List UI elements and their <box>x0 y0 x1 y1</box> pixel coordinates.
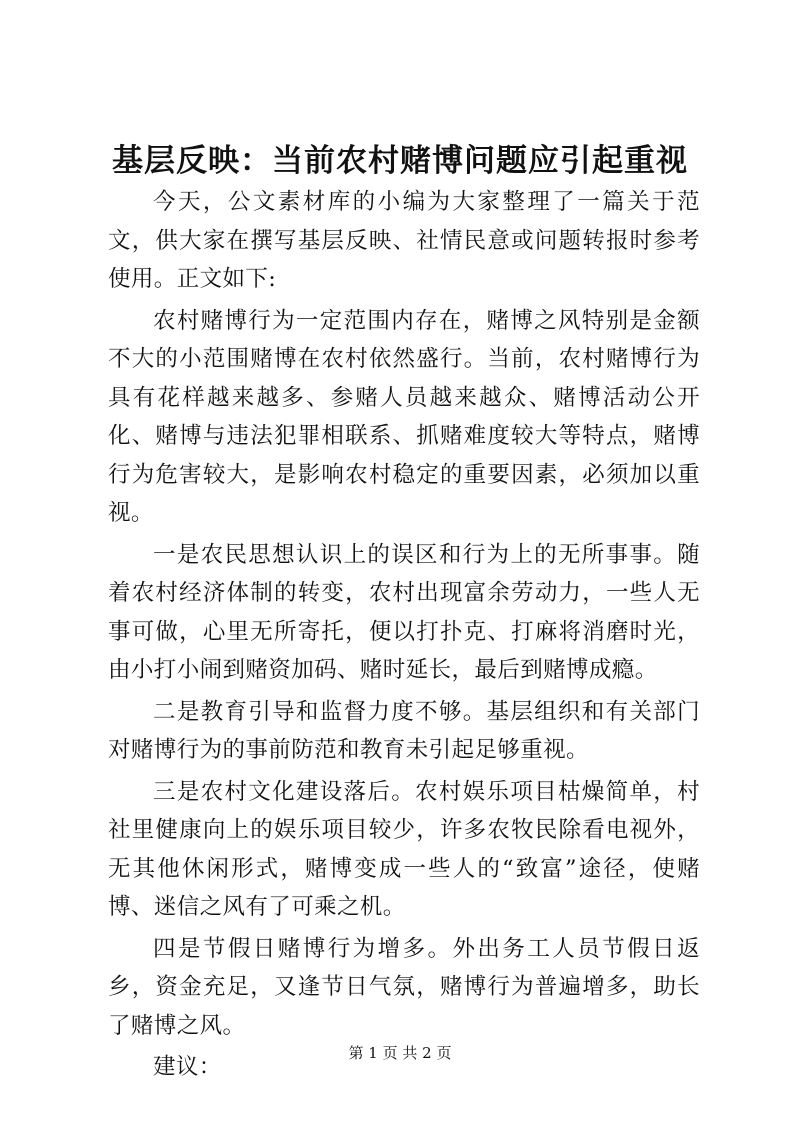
paragraph-reason-4: 四是节假日赌博行为增多。外出务工人员节假日返乡，资金充足，又逢节日气氛，赌博行为普遍增多，助长了赌博之风。 <box>108 935 700 1039</box>
paragraph-overview: 农村赌博行为一定范围内存在，赌博之风特别是金额不大的小范围赌博在农村依然盛行。当前，农村赌博行为具有花样越来越多、参赌人员越来越众、赌博活动公开化、赌博与违法犯罪相联系、抓赌难度较大等特点，赌博行为危害较大，是影响农村稳定的重要因素，必须加以重视。 <box>108 307 700 526</box>
document-title: 基层反映：当前农村赌博问题应引起重视 <box>112 143 688 179</box>
paragraph-reason-3: 三是农村文化建设落后。农村娱乐项目枯燥简单，村社里健康向上的娱乐项目较少，许多农牧民除看电视外，无其他休闲形式，赌博变成一些人的“致富”途径，使赌博、迷信之风有了可乘之机。 <box>108 778 700 920</box>
paragraph-intro: 今天，公文素材库的小编为大家整理了一篇关于范文，供大家在撰写基层反映、社情民意或问题转报时参考使用。正文如下: <box>108 189 700 292</box>
document-body <box>108 183 700 1090</box>
page-number: 第 1 页 共 2 页 <box>348 1044 452 1062</box>
page-footer <box>0 1043 800 1063</box>
paragraph-suggestion-heading: 建议： <box>153 1054 222 1080</box>
paragraph-reason-1: 一是农民思想认识上的误区和行为上的无所事事。随着农村经济体制的转变，农村出现富余劳动力，一些人无事可做，心里无所寄托，便以打扑克、打麻将消磨时光，由小打小闹到赌资加码、赌时延长，最后到赌博成瘾。 <box>108 541 700 683</box>
paragraph-reason-2: 二是教育引导和监督力度不够。基层组织和有关部门对赌博行为的事前防范和教育未引起足够重视。 <box>108 698 700 763</box>
